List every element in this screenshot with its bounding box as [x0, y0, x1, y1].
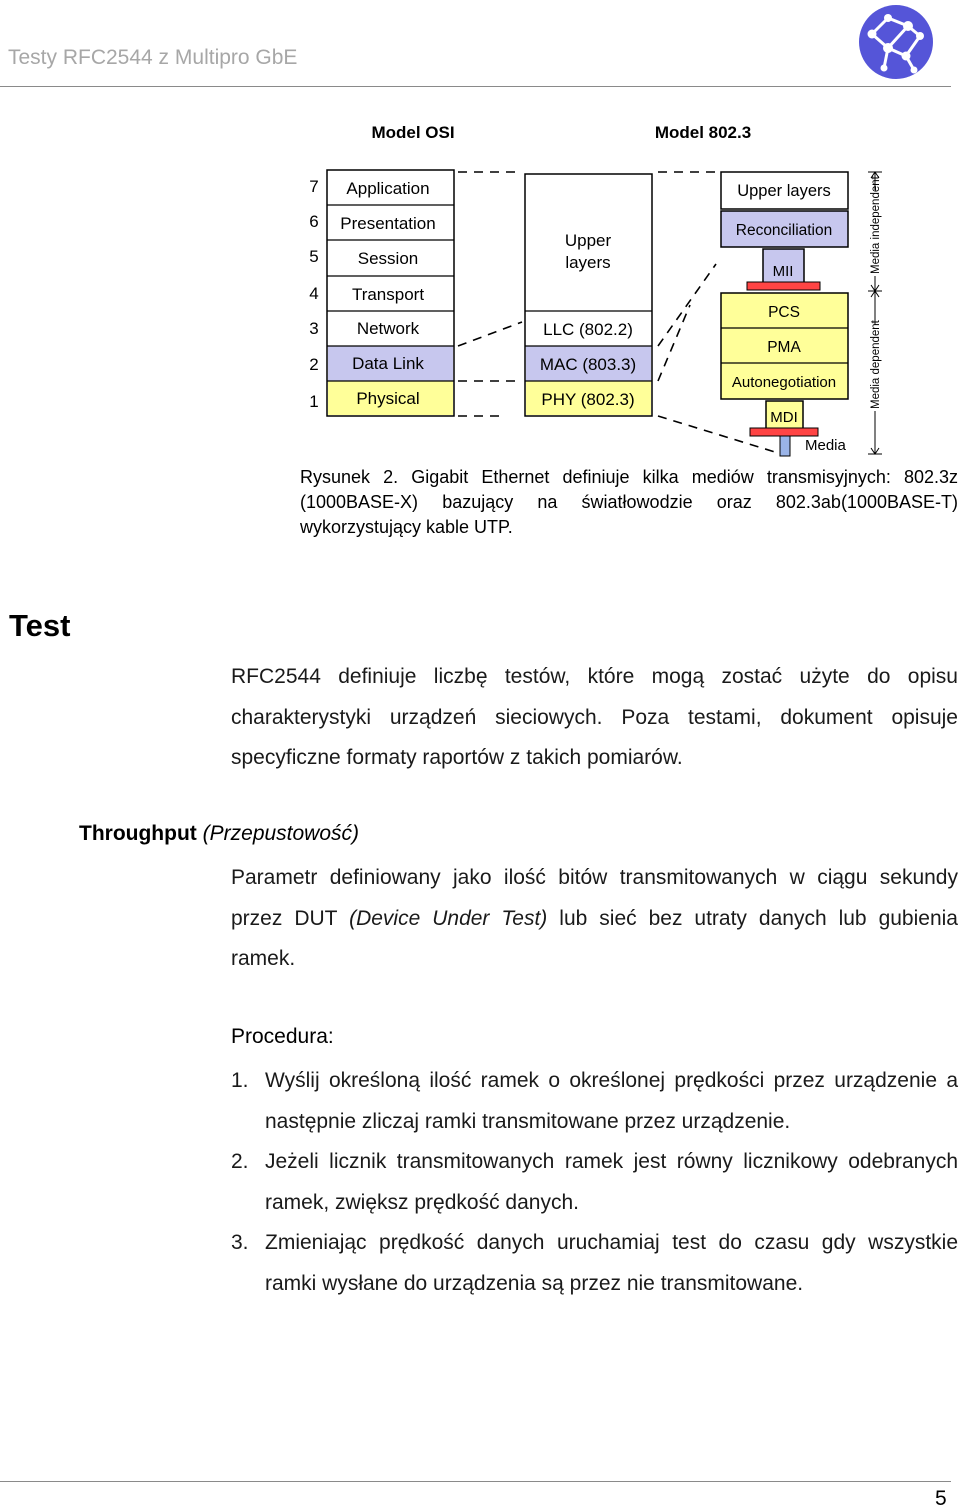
step-number: 2. — [231, 1150, 249, 1173]
throughput-heading — [79, 822, 359, 846]
osi-num-3: 3 — [309, 319, 319, 338]
figure-caption: Rysunek 2. Gigabit Ethernet definiuje kilka mediów transmisyjnych: 802.3z (1000BASE-X) bazujący na światłowodzie oraz 802.3ab(1000BASE-T) wykorzystujący kable UTP. — [300, 467, 958, 537]
osi-layer-presentation: Presentation — [340, 214, 436, 233]
osi-num-4: 4 — [309, 284, 319, 303]
mid-layer-llc: LLC (802.2) — [543, 320, 633, 339]
header-title: Testy RFC2544 z Multipro GbE — [8, 46, 298, 69]
list-item — [231, 1142, 958, 1223]
intro-paragraph: RFC2544 definiuje liczbę testów, które mogą zostać użyte do opisu charakterystyki urządzeń sieciowych. Poza testami, dokument opisuje specyficzne formaty raportów z takich pomiarów. — [231, 665, 958, 769]
osi-layer-network: Network — [356, 319, 420, 338]
osi-num-5: 5 — [309, 247, 319, 266]
osi-model-title: Model OSI — [371, 123, 455, 142]
osi-num-7: 7 — [309, 177, 319, 196]
step-text: Zmieniając prędkość danych uruchamiaj test do czasu gdy wszystkie ramki wysłane do urządzenia są przez nie transmitowane. — [265, 1231, 958, 1295]
mid-upper-line1: Upper — [564, 231, 612, 250]
mdi-connector — [750, 428, 818, 436]
step-number: 3. — [231, 1231, 249, 1254]
autoneg-label: Autonegotiation — [731, 374, 837, 391]
throughput-desc-a: Parametr definiowany jako ilość bitów transmitowanych w ciągu sekundy przez DUT — [231, 866, 958, 930]
procedure-label: Procedura: — [231, 1025, 334, 1048]
mid-layer-phy: PHY (802.3) — [541, 390, 635, 409]
throughput-heading-en: Throughput — [79, 822, 197, 845]
throughput-desc-b: lub sieć bez utraty danych lub gubienia ramek. — [231, 906, 958, 970]
mii-connector — [747, 282, 820, 290]
pma-label: PMA — [767, 339, 801, 356]
logo-background — [859, 5, 933, 79]
header-divider — [0, 86, 951, 87]
osi-num-6: 6 — [309, 212, 319, 231]
list-item — [231, 1223, 958, 1304]
right-upper-label: Upper layers — [737, 182, 831, 200]
procedure-steps — [231, 1061, 958, 1304]
mii-label: MII — [772, 263, 794, 280]
step-text: Wyślij określoną ilość ramek o określonej prędkości przez urządzenie a następnie zliczaj ramki transmitowane przez urządzenie. — [265, 1069, 958, 1133]
step-text: Jeżeli licznik transmitowanych ramek jest równy licznikowy odebranych ramek, zwiększ prędkość danych. — [265, 1150, 958, 1214]
osi-num-2: 2 — [309, 355, 319, 374]
reconciliation-label: Reconciliation — [735, 222, 833, 239]
media-dependent-label: Media dependent — [870, 320, 882, 409]
ieee-model-title: Model 802.3 — [654, 123, 752, 142]
osi-layer-physical: Physical — [356, 389, 420, 408]
osi-layer-datalink: Data Link — [352, 354, 424, 373]
throughput-heading-pl: (Przepustowość) — [202, 822, 360, 845]
osi-num-1: 1 — [309, 392, 319, 411]
throughput-paragraph — [231, 858, 958, 980]
osi-layer-application: Application — [346, 179, 430, 198]
section-title: Test — [9, 608, 71, 643]
mdi-label: MDI — [770, 409, 798, 426]
network-nodes-icon — [858, 4, 934, 80]
mid-layer-mac: MAC (803.3) — [539, 355, 637, 374]
footer-divider — [0, 1481, 951, 1482]
step-number: 1. — [231, 1069, 249, 1092]
osi-layer-session: Session — [357, 249, 419, 268]
media-cable — [780, 436, 790, 456]
page-number: 5 — [935, 1487, 947, 1510]
pcs-label: PCS — [768, 304, 800, 321]
osi-8023-diagram — [280, 110, 900, 460]
osi-layer-transport: Transport — [351, 285, 425, 304]
media-label: Media — [805, 437, 846, 454]
list-item — [231, 1061, 958, 1142]
media-independent-label: Media independent — [870, 176, 882, 274]
throughput-desc-em: (Device Under Test) — [349, 906, 548, 930]
mid-upper-line2: layers — [565, 253, 611, 272]
